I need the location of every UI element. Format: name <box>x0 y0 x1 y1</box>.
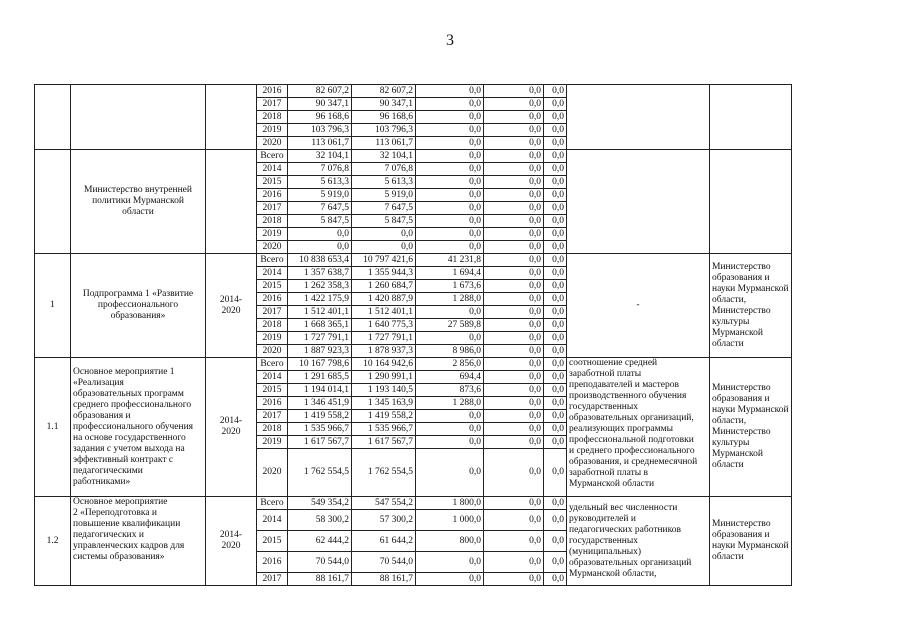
total-cell: 549 354,2 <box>288 497 352 510</box>
federal-budget-cell: 8 986,0 <box>416 345 484 358</box>
total-cell: 1 419 558,2 <box>288 410 352 423</box>
local-budget-cell: 0,0 <box>484 345 544 358</box>
indicator-text: удельный вес численности руководителей и педагогических работников государственных (муниципальных) образовательных организаций Мурманской области, <box>569 502 692 579</box>
extra-budget-cell: 0,0 <box>544 384 567 397</box>
local-budget-cell: 0,0 <box>484 189 544 202</box>
total-cell: 0,0 <box>288 241 352 254</box>
extra-budget-cell: 0,0 <box>544 280 567 293</box>
extra-budget-cell: 0,0 <box>544 319 567 332</box>
table-row <box>35 254 792 267</box>
ministry-name-cell <box>71 150 206 254</box>
local-budget-cell: 0,0 <box>484 215 544 228</box>
total-cell: 1 346 451,9 <box>288 397 352 410</box>
year-cell: 2014 <box>257 510 288 531</box>
regional-budget-cell: 0,0 <box>352 241 416 254</box>
year-cell: 2017 <box>257 306 288 319</box>
executor-cell <box>710 497 792 586</box>
table-row <box>35 85 792 98</box>
total-cell: 1 727 791,1 <box>288 332 352 345</box>
total-cell: 90 347,1 <box>288 98 352 111</box>
total-cell: 62 444,2 <box>288 531 352 552</box>
total-cell: 10 167 798,6 <box>288 358 352 371</box>
executor-cell <box>710 150 792 254</box>
year-cell: 2016 <box>257 85 288 98</box>
regional-budget-cell: 1 193 140,5 <box>352 384 416 397</box>
year-cell: 2020 <box>257 137 288 150</box>
local-budget-cell: 0,0 <box>484 306 544 319</box>
federal-budget-cell: 0,0 <box>416 332 484 345</box>
section-continued-rows <box>35 85 792 150</box>
total-cell: 82 607,2 <box>288 85 352 98</box>
federal-budget-cell: 0,0 <box>416 410 484 423</box>
measure-name: Основное мероприятие 1 «Реализация образовательных программ среднего профессионального образования и профессионального обучения на основе государственного задания с учетом выхода на эффективный контракт с педагогическими работниками» <box>73 366 194 487</box>
period-cell <box>206 254 257 358</box>
year-cell: 2018 <box>257 215 288 228</box>
extra-budget-cell: 0,0 <box>544 254 567 267</box>
year-cell: 2020 <box>257 241 288 254</box>
regional-budget-cell: 1 512 401,1 <box>352 306 416 319</box>
federal-budget-cell: 41 231,8 <box>416 254 484 267</box>
local-budget-cell: 0,0 <box>484 497 544 510</box>
regional-budget-cell: 1 878 937,3 <box>352 345 416 358</box>
item-number: 1.2 <box>35 497 71 586</box>
year-cell: 2018 <box>257 111 288 124</box>
federal-budget-cell: 1 673,6 <box>416 280 484 293</box>
federal-budget-cell: 0,0 <box>416 436 484 449</box>
indicator-cell <box>567 497 710 586</box>
total-cell: 96 168,6 <box>288 111 352 124</box>
extra-budget-cell: 0,0 <box>544 267 567 280</box>
section-measure-1-2 <box>35 497 792 586</box>
year-cell: 2016 <box>257 293 288 306</box>
total-cell: 1 668 365,1 <box>288 319 352 332</box>
regional-budget-cell: 70 544,0 <box>352 552 416 573</box>
local-budget-cell: 0,0 <box>484 384 544 397</box>
local-budget-cell: 0,0 <box>484 254 544 267</box>
federal-budget-cell: 800,0 <box>416 531 484 552</box>
extra-budget-cell: 0,0 <box>544 137 567 150</box>
extra-budget-cell: 0,0 <box>544 510 567 531</box>
extra-budget-cell: 0,0 <box>544 449 567 497</box>
year-cell: 2017 <box>257 573 288 586</box>
regional-budget-cell: 96 168,6 <box>352 111 416 124</box>
local-budget-cell: 0,0 <box>484 85 544 98</box>
extra-budget-cell: 0,0 <box>544 345 567 358</box>
year-cell: 2016 <box>257 189 288 202</box>
extra-budget-cell: 0,0 <box>544 531 567 552</box>
executor-text: Министерство образования и науки Мурманской области, Министерство культуры Мурманской области <box>712 383 789 470</box>
cell-period <box>206 85 257 150</box>
year-cell: 2017 <box>257 202 288 215</box>
indicator-text: соотношение средней заработной платы преподавателей и мастеров производственного обучения государственных образовательных организаций, реализующих программы профессиональной подготовки и среднего профессионального образования, и среднемесячной заработной платы в Мурманской области <box>569 358 698 489</box>
local-budget-cell: 0,0 <box>484 98 544 111</box>
local-budget-cell: 0,0 <box>484 332 544 345</box>
local-budget-cell: 0,0 <box>484 137 544 150</box>
measure-name-cell <box>71 497 206 586</box>
extra-budget-cell: 0,0 <box>544 371 567 384</box>
extra-budget-cell: 0,0 <box>544 163 567 176</box>
total-cell: 5 613,3 <box>288 176 352 189</box>
local-budget-cell: 0,0 <box>484 371 544 384</box>
regional-budget-cell: 1 290 991,1 <box>352 371 416 384</box>
extra-budget-cell: 0,0 <box>544 306 567 319</box>
table-row <box>35 150 792 163</box>
subprogram-name: Подпрограмма 1 «Развитие профессионального образования» <box>82 289 194 321</box>
total-cell: 1 291 685,5 <box>288 371 352 384</box>
regional-budget-cell: 547 554,2 <box>352 497 416 510</box>
year-cell: 2014 <box>257 267 288 280</box>
regional-budget-cell: 1 727 791,1 <box>352 332 416 345</box>
total-cell: 1 357 638,7 <box>288 267 352 280</box>
extra-budget-cell: 0,0 <box>544 397 567 410</box>
table-row <box>35 358 792 371</box>
year-cell: Всего <box>257 497 288 510</box>
regional-budget-cell: 1 355 944,3 <box>352 267 416 280</box>
year-cell: 2015 <box>257 280 288 293</box>
period-cell <box>206 497 257 586</box>
total-cell: 1 535 966,7 <box>288 423 352 436</box>
federal-budget-cell: 0,0 <box>416 124 484 137</box>
total-cell: 1 617 567,7 <box>288 436 352 449</box>
regional-budget-cell: 1 260 684,7 <box>352 280 416 293</box>
section-measure-1-1 <box>35 358 792 497</box>
total-cell: 88 161,7 <box>288 573 352 586</box>
extra-budget-cell: 0,0 <box>544 202 567 215</box>
federal-budget-cell: 1 288,0 <box>416 397 484 410</box>
federal-budget-cell: 0,0 <box>416 449 484 497</box>
regional-budget-cell: 57 300,2 <box>352 510 416 531</box>
federal-budget-cell: 0,0 <box>416 241 484 254</box>
federal-budget-cell: 1 800,0 <box>416 497 484 510</box>
federal-budget-cell: 0,0 <box>416 85 484 98</box>
total-cell: 7 647,5 <box>288 202 352 215</box>
section-ministry-internal <box>35 150 792 254</box>
measure-name-cell <box>71 358 206 497</box>
federal-budget-cell: 0,0 <box>416 552 484 573</box>
regional-budget-cell: 5 847,5 <box>352 215 416 228</box>
year-cell: Всего <box>257 358 288 371</box>
regional-budget-cell: 32 104,1 <box>352 150 416 163</box>
year-cell: Всего <box>257 150 288 163</box>
regional-budget-cell: 113 061,7 <box>352 137 416 150</box>
total-cell: 0,0 <box>288 228 352 241</box>
regional-budget-cell: 1 617 567,7 <box>352 436 416 449</box>
regional-budget-cell: 10 164 942,6 <box>352 358 416 371</box>
executor-text: Министерство образования и науки Мурманской области <box>712 519 789 562</box>
federal-budget-cell: 694,4 <box>416 371 484 384</box>
cell-name <box>71 85 206 150</box>
period-cell <box>206 358 257 497</box>
year-cell: 2014 <box>257 163 288 176</box>
period: 2014- 2020 <box>219 294 243 316</box>
extra-budget-cell: 0,0 <box>544 85 567 98</box>
regional-budget-cell: 1 640 775,3 <box>352 319 416 332</box>
extra-budget-cell: 0,0 <box>544 241 567 254</box>
period: 2014- 2020 <box>219 530 243 551</box>
extra-budget-cell: 0,0 <box>544 189 567 202</box>
extra-budget-cell: 0,0 <box>544 332 567 345</box>
local-budget-cell: 0,0 <box>484 531 544 552</box>
federal-budget-cell: 0,0 <box>416 189 484 202</box>
local-budget-cell: 0,0 <box>484 293 544 306</box>
federal-budget-cell: 0,0 <box>416 423 484 436</box>
cell-no <box>35 85 71 150</box>
local-budget-cell: 0,0 <box>484 163 544 176</box>
federal-budget-cell: 0,0 <box>416 202 484 215</box>
total-cell: 70 544,0 <box>288 552 352 573</box>
federal-budget-cell: 0,0 <box>416 163 484 176</box>
regional-budget-cell: 82 607,2 <box>352 85 416 98</box>
table-row <box>35 497 792 510</box>
local-budget-cell: 0,0 <box>484 319 544 332</box>
total-cell: 32 104,1 <box>288 150 352 163</box>
period: 2014- 2020 <box>219 416 243 437</box>
extra-budget-cell: 0,0 <box>544 176 567 189</box>
extra-budget-cell: 0,0 <box>544 124 567 137</box>
extra-budget-cell: 0,0 <box>544 98 567 111</box>
regional-budget-cell: 1 345 163,9 <box>352 397 416 410</box>
federal-budget-cell: 0,0 <box>416 573 484 586</box>
local-budget-cell: 0,0 <box>484 423 544 436</box>
indicator-text: - <box>636 300 640 310</box>
federal-budget-cell: 0,0 <box>416 150 484 163</box>
total-cell: 1 262 358,3 <box>288 280 352 293</box>
regional-budget-cell: 1 535 966,7 <box>352 423 416 436</box>
year-cell: Всего <box>257 254 288 267</box>
federal-budget-cell: 0,0 <box>416 98 484 111</box>
regional-budget-cell: 0,0 <box>352 228 416 241</box>
local-budget-cell: 0,0 <box>484 124 544 137</box>
cell-period <box>206 150 257 254</box>
federal-budget-cell: 0,0 <box>416 228 484 241</box>
regional-budget-cell: 90 347,1 <box>352 98 416 111</box>
local-budget-cell: 0,0 <box>484 573 544 586</box>
extra-budget-cell: 0,0 <box>544 552 567 573</box>
year-cell: 2019 <box>257 436 288 449</box>
total-cell: 113 061,7 <box>288 137 352 150</box>
federal-budget-cell: 1 288,0 <box>416 293 484 306</box>
local-budget-cell: 0,0 <box>484 176 544 189</box>
year-cell: 2020 <box>257 449 288 497</box>
ministry-name: Министерство внутренней политики Мурманской области <box>84 185 192 217</box>
local-budget-cell: 0,0 <box>484 280 544 293</box>
local-budget-cell: 0,0 <box>484 397 544 410</box>
federal-budget-cell: 0,0 <box>416 111 484 124</box>
federal-budget-cell: 0,0 <box>416 176 484 189</box>
year-cell: 2017 <box>257 410 288 423</box>
total-cell: 1 194 014,1 <box>288 384 352 397</box>
total-cell: 1 762 554,5 <box>288 449 352 497</box>
extra-budget-cell: 0,0 <box>544 228 567 241</box>
extra-budget-cell: 0,0 <box>544 358 567 371</box>
indicator-cell <box>567 85 710 150</box>
total-cell: 58 300,2 <box>288 510 352 531</box>
regional-budget-cell: 5 613,3 <box>352 176 416 189</box>
indicator-cell <box>567 150 710 254</box>
page-number: 3 <box>446 32 454 49</box>
extra-budget-cell: 0,0 <box>544 497 567 510</box>
program-table <box>34 84 792 586</box>
total-cell: 1 512 401,1 <box>288 306 352 319</box>
extra-budget-cell: 0,0 <box>544 436 567 449</box>
regional-budget-cell: 1 419 558,2 <box>352 410 416 423</box>
regional-budget-cell: 61 644,2 <box>352 531 416 552</box>
extra-budget-cell: 0,0 <box>544 410 567 423</box>
local-budget-cell: 0,0 <box>484 449 544 497</box>
subprogram-name-cell <box>71 254 206 358</box>
year-cell: 2018 <box>257 423 288 436</box>
federal-budget-cell: 873,6 <box>416 384 484 397</box>
year-cell: 2018 <box>257 319 288 332</box>
total-cell: 10 838 653,4 <box>288 254 352 267</box>
year-cell: 2015 <box>257 384 288 397</box>
local-budget-cell: 0,0 <box>484 111 544 124</box>
regional-budget-cell: 10 797 421,6 <box>352 254 416 267</box>
regional-budget-cell: 7 076,8 <box>352 163 416 176</box>
executor-cell <box>710 85 792 150</box>
extra-budget-cell: 0,0 <box>544 293 567 306</box>
local-budget-cell: 0,0 <box>484 410 544 423</box>
year-cell: 2016 <box>257 397 288 410</box>
federal-budget-cell: 0,0 <box>416 215 484 228</box>
federal-budget-cell: 1 000,0 <box>416 510 484 531</box>
federal-budget-cell: 27 589,8 <box>416 319 484 332</box>
local-budget-cell: 0,0 <box>484 241 544 254</box>
extra-budget-cell: 0,0 <box>544 150 567 163</box>
extra-budget-cell: 0,0 <box>544 573 567 586</box>
local-budget-cell: 0,0 <box>484 358 544 371</box>
year-cell: 2015 <box>257 531 288 552</box>
total-cell: 5 919,0 <box>288 189 352 202</box>
extra-budget-cell: 0,0 <box>544 111 567 124</box>
year-cell: 2019 <box>257 332 288 345</box>
local-budget-cell: 0,0 <box>484 228 544 241</box>
local-budget-cell: 0,0 <box>484 552 544 573</box>
item-number: 1.1 <box>35 358 71 497</box>
year-cell: 2017 <box>257 98 288 111</box>
regional-budget-cell: 1 420 887,9 <box>352 293 416 306</box>
local-budget-cell: 0,0 <box>484 267 544 280</box>
year-cell: 2020 <box>257 345 288 358</box>
year-cell: 2014 <box>257 371 288 384</box>
local-budget-cell: 0,0 <box>484 202 544 215</box>
total-cell: 7 076,8 <box>288 163 352 176</box>
year-cell: 2019 <box>257 228 288 241</box>
executor-cell <box>710 254 792 358</box>
regional-budget-cell: 88 161,7 <box>352 573 416 586</box>
local-budget-cell: 0,0 <box>484 436 544 449</box>
federal-budget-cell: 2 856,0 <box>416 358 484 371</box>
year-cell: 2016 <box>257 552 288 573</box>
total-cell: 1 422 175,9 <box>288 293 352 306</box>
federal-budget-cell: 0,0 <box>416 306 484 319</box>
regional-budget-cell: 103 796,3 <box>352 124 416 137</box>
total-cell: 5 847,5 <box>288 215 352 228</box>
federal-budget-cell: 0,0 <box>416 137 484 150</box>
item-number: 1 <box>35 254 71 358</box>
local-budget-cell: 0,0 <box>484 510 544 531</box>
executor-cell <box>710 358 792 497</box>
executor-text: Министерство образования и науки Мурманской области, Министерство культуры Мурманской области <box>712 261 789 349</box>
extra-budget-cell: 0,0 <box>544 215 567 228</box>
total-cell: 1 887 923,3 <box>288 345 352 358</box>
measure-name: Основное мероприятие 2 «Переподготовка и повышение квалификации педагогических и управленческих кадров для системы образования» <box>73 497 185 562</box>
year-cell: 2015 <box>257 176 288 189</box>
year-cell: 2019 <box>257 124 288 137</box>
local-budget-cell: 0,0 <box>484 150 544 163</box>
indicator-cell <box>567 358 710 497</box>
regional-budget-cell: 1 762 554,5 <box>352 449 416 497</box>
regional-budget-cell: 5 919,0 <box>352 189 416 202</box>
cell-no <box>35 150 71 254</box>
indicator-cell <box>567 254 710 358</box>
total-cell: 103 796,3 <box>288 124 352 137</box>
federal-budget-cell: 1 694,4 <box>416 267 484 280</box>
regional-budget-cell: 7 647,5 <box>352 202 416 215</box>
section-subprogram-1 <box>35 254 792 358</box>
extra-budget-cell: 0,0 <box>544 423 567 436</box>
